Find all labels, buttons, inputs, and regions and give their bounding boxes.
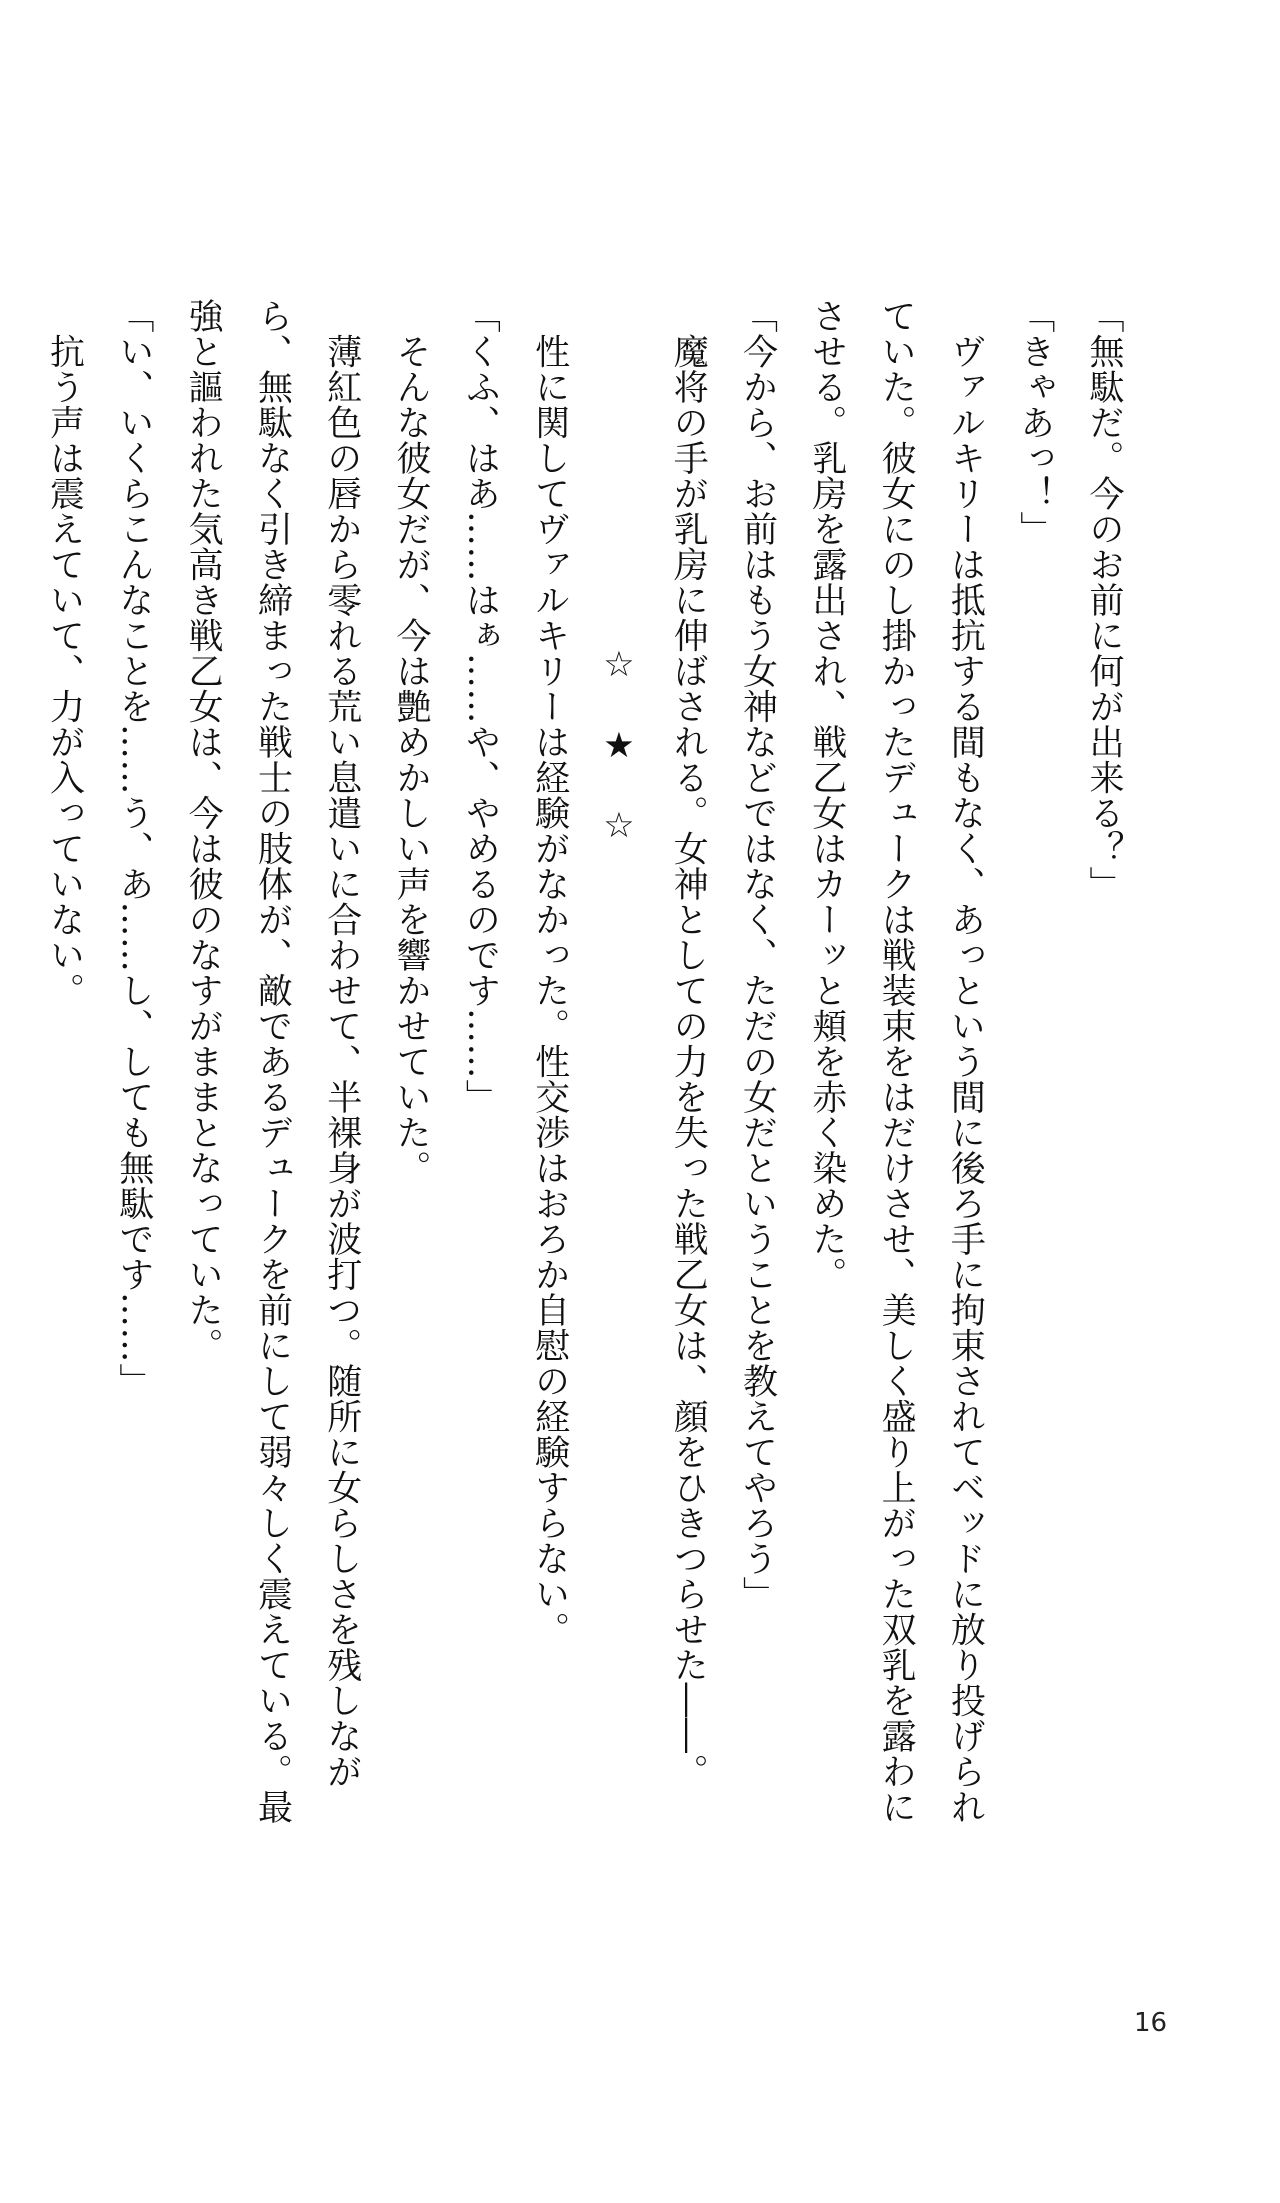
text-line: 「きゃあっ！」 — [1014, 298, 1055, 547]
text-line: ら、無駄なく引き締まった戦士の肢体が、敵であるデュークを前にして弱々しく震えている。最 — [252, 298, 293, 1825]
text-line: 性に関してヴァルキリーは経験がなかった。性交渉はおろか自慰の経験すらない。 — [529, 298, 570, 1647]
text-line: 強と謳われた気高き戦乙女は、今は彼のなすがままとなっていた。 — [183, 298, 224, 1363]
text-line: 抗う声は震えていて、力が入っていない。 — [44, 298, 85, 1008]
white-star-icon: ☆ — [598, 806, 639, 847]
text-line: させる。乳房を露出され、戦乙女はカーッと頬を赤く染めた。 — [806, 298, 847, 1292]
black-star-icon: ★ — [598, 725, 639, 766]
white-star-icon: ☆ — [598, 645, 639, 686]
text-line: 「い、いくらこんなことを……う、あ……し、しても無駄です……」 — [113, 298, 154, 1399]
vertical-text-block — [44, 298, 1138, 1825]
text-line: 魔将の手が乳房に伸ばされる。女神としての力を失った戦乙女は、顔をひきつらせた――。 — [668, 298, 709, 1789]
text-line: 「くふ、はあ……はぁ……や、やめるのです……」 — [460, 298, 501, 1115]
scene-break-stars — [584, 298, 653, 1768]
text-line: 「今から、お前はもう女神などではなく、ただの女だということを教えてやろう」 — [737, 298, 778, 1612]
text-line: ていた。彼女にのし掛かったデュークは戦装束をはだけさせ、美しく盛り上がった双乳を露わに — [876, 298, 917, 1825]
text-line: そんな彼女だが、今は艶めかしい声を響かせていた。 — [391, 298, 432, 1186]
text-line: 「無駄だ。今のお前に何が出来る？」 — [1084, 298, 1124, 902]
text-line: ヴァルキリーは抵抗する間もなく、あっという間に後ろ手に拘束されてベッドに放り投げられ — [945, 298, 986, 1825]
page-number: 16 — [1134, 2008, 1168, 2038]
text-line: 薄紅色の唇から零れる荒い息遣いに合わせて、半裸身が波打つ。随所に女らしさを残しなが — [321, 298, 362, 1789]
